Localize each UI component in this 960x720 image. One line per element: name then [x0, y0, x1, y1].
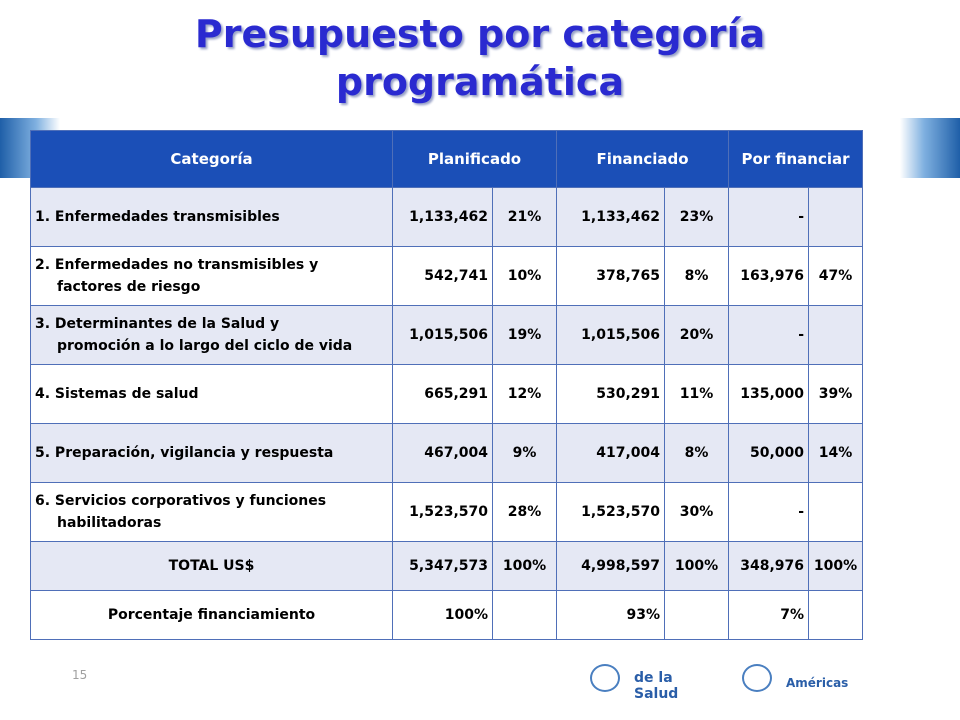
category-line-2: promoción a lo largo del ciclo de vida	[57, 338, 353, 354]
category-line-1: 3. Determinantes de la Salud y	[35, 316, 280, 332]
globe-icon	[742, 664, 772, 692]
table-row	[31, 306, 863, 365]
unfunded-pct-cell: 47%	[809, 247, 863, 306]
header-category: Categoría	[31, 131, 393, 188]
planned-cell: 542,741	[393, 247, 493, 306]
unfunded-cell: -	[729, 483, 809, 542]
logo-right-text: Américas	[786, 676, 849, 690]
category-cell	[31, 483, 393, 542]
funded-cell: 530,291	[557, 365, 665, 424]
table-row	[31, 247, 863, 306]
planned-pct-cell: 21%	[493, 188, 557, 247]
unfunded-cell: 135,000	[729, 365, 809, 424]
funded-pct-cell: 30%	[665, 483, 729, 542]
category-line-2: factores de riesgo	[57, 279, 201, 295]
planned-pct-cell: 28%	[493, 483, 557, 542]
category-line-1: 6. Servicios corporativos y funciones	[35, 493, 327, 509]
funded-cell: 1,133,462	[557, 188, 665, 247]
funding-pct-funded: 93%	[557, 591, 665, 640]
empty-cell	[809, 591, 863, 640]
total-planned-pct: 100%	[493, 542, 557, 591]
unfunded-pct-cell	[809, 188, 863, 247]
empty-cell	[493, 591, 557, 640]
total-planned: 5,347,573	[393, 542, 493, 591]
unfunded-pct-cell	[809, 306, 863, 365]
total-label: TOTAL US$	[31, 542, 393, 591]
unfunded-pct-cell: 14%	[809, 424, 863, 483]
funding-percentage-label: Porcentaje financiamiento	[31, 591, 393, 640]
planned-cell: 467,004	[393, 424, 493, 483]
funding-percentage-row	[31, 591, 863, 640]
header-planned: Planificado	[393, 131, 557, 188]
organization-logo-left	[590, 664, 710, 702]
total-row	[31, 542, 863, 591]
unfunded-cell: 163,976	[729, 247, 809, 306]
funded-cell: 1,523,570	[557, 483, 665, 542]
table-row	[31, 483, 863, 542]
slide-number: 15	[72, 668, 88, 682]
category-cell	[31, 247, 393, 306]
planned-cell: 1,015,506	[393, 306, 493, 365]
table-row	[31, 424, 863, 483]
category-line-1: 5. Preparación, vigilancia y respuesta	[35, 445, 334, 461]
page-title	[0, 10, 960, 106]
funded-cell: 1,015,506	[557, 306, 665, 365]
funding-pct-unfunded: 7%	[729, 591, 809, 640]
header-row	[31, 131, 863, 188]
total-unfunded: 348,976	[729, 542, 809, 591]
budget-table	[30, 130, 863, 640]
funded-cell: 417,004	[557, 424, 665, 483]
funded-pct-cell: 11%	[665, 365, 729, 424]
category-line-1: 4. Sistemas de salud	[35, 386, 199, 402]
banner-right-decoration	[900, 118, 960, 178]
planned-cell: 1,133,462	[393, 188, 493, 247]
category-line-1: 2. Enfermedades no transmisibles y	[35, 257, 319, 273]
empty-cell	[665, 591, 729, 640]
total-funded: 4,998,597	[557, 542, 665, 591]
planned-cell: 665,291	[393, 365, 493, 424]
category-cell	[31, 188, 393, 247]
planned-pct-cell: 10%	[493, 247, 557, 306]
unfunded-cell: -	[729, 188, 809, 247]
unfunded-cell: -	[729, 306, 809, 365]
funded-cell: 378,765	[557, 247, 665, 306]
table-row	[31, 188, 863, 247]
title-line-1: Presupuesto por categoría	[194, 12, 766, 56]
header-funded: Financiado	[557, 131, 729, 188]
category-line-2: habilitadoras	[57, 515, 162, 531]
unfunded-cell: 50,000	[729, 424, 809, 483]
funded-pct-cell: 8%	[665, 424, 729, 483]
funded-pct-cell: 23%	[665, 188, 729, 247]
total-funded-pct: 100%	[665, 542, 729, 591]
planned-cell: 1,523,570	[393, 483, 493, 542]
organization-logo-right	[742, 664, 892, 694]
funded-pct-cell: 20%	[665, 306, 729, 365]
unfunded-pct-cell	[809, 483, 863, 542]
category-cell	[31, 365, 393, 424]
unfunded-pct-cell: 39%	[809, 365, 863, 424]
funded-pct-cell: 8%	[665, 247, 729, 306]
title-line-2: programática	[335, 60, 625, 104]
planned-pct-cell: 19%	[493, 306, 557, 365]
globe-icon	[590, 664, 620, 692]
category-cell	[31, 306, 393, 365]
total-unfunded-pct: 100%	[809, 542, 863, 591]
category-cell	[31, 424, 393, 483]
planned-pct-cell: 12%	[493, 365, 557, 424]
logo-left-text: de la Salud	[634, 670, 679, 702]
funding-pct-planned: 100%	[393, 591, 493, 640]
category-line-1: 1. Enfermedades transmisibles	[35, 209, 280, 225]
planned-pct-cell: 9%	[493, 424, 557, 483]
table-row	[31, 365, 863, 424]
header-unfunded: Por financiar	[729, 131, 863, 188]
